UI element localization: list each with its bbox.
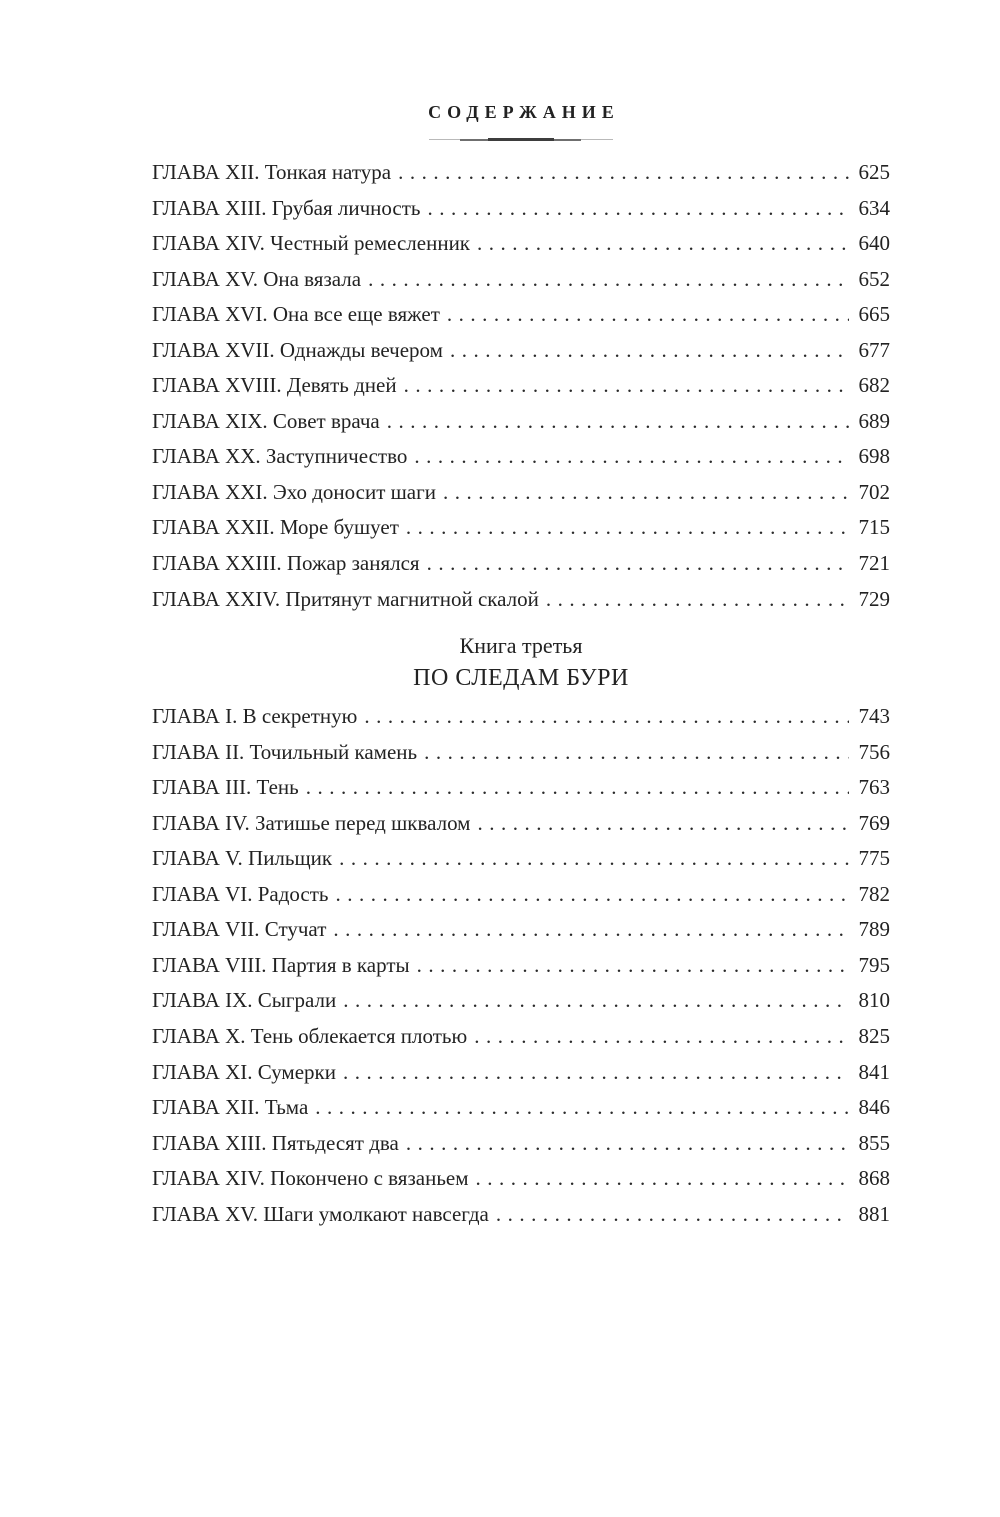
dot-leader: [364, 699, 849, 735]
toc-entry-page: 881: [858, 1201, 890, 1226]
toc-entry-label: ГЛАВА XIV. Честный ремесленник: [152, 231, 471, 256]
toc-entry: [152, 699, 890, 735]
dot-leader: [428, 191, 849, 227]
dot-leader: [315, 1090, 849, 1126]
toc-entry-page: 789: [858, 917, 890, 942]
page-content: [152, 0, 890, 1232]
dot-leader: [443, 475, 849, 511]
toc-entry: [152, 770, 890, 806]
toc-entry-label: ГЛАВА XVII. Однажды вечером: [152, 337, 443, 362]
toc-entry: [152, 475, 890, 511]
toc-entry-page: 743: [858, 704, 890, 729]
toc-entry-page: 677: [858, 337, 890, 362]
toc-entry: [152, 1197, 890, 1233]
toc-entry: [152, 297, 890, 333]
dot-leader: [306, 770, 849, 806]
toc-entry: [152, 226, 890, 262]
toc-entry-label: ГЛАВА VI. Радость: [152, 881, 329, 906]
dot-leader: [398, 155, 849, 191]
toc-entry-list-book-two: [152, 155, 890, 617]
toc-entry: [152, 1126, 890, 1162]
toc-section-book-three: [152, 631, 890, 1232]
toc-entry-label: ГЛАВА I. В секретную: [152, 704, 358, 729]
title-divider: [429, 138, 613, 141]
toc-entry-label: ГЛАВА IV. Затишье перед шквалом: [152, 810, 471, 835]
toc-entry: [152, 912, 890, 948]
toc-entry: [152, 1019, 890, 1055]
toc-entry-page: 682: [858, 373, 890, 398]
toc-entry-label: ГЛАВА II. Точильный камень: [152, 739, 418, 764]
toc-header: [152, 0, 890, 141]
toc-entry: [152, 439, 890, 475]
toc-entry: [152, 735, 890, 771]
toc-entry-label: ГЛАВА III. Тень: [152, 775, 299, 800]
toc-entry: [152, 262, 890, 298]
dot-leader: [343, 1055, 849, 1091]
toc-entry-label: ГЛАВА XV. Она вязала: [152, 266, 362, 291]
toc-entry-label: ГЛАВА XII. Тьма: [152, 1095, 309, 1120]
dot-leader: [336, 877, 849, 913]
toc-entry-page: 625: [858, 160, 890, 184]
toc-entry-page: 763: [858, 775, 890, 800]
dot-leader: [368, 262, 849, 298]
toc-entry-page: 640: [858, 231, 890, 256]
toc-entry: [152, 983, 890, 1019]
toc-entry-page: 702: [858, 479, 890, 504]
dot-leader: [333, 912, 849, 948]
dot-leader: [477, 806, 849, 842]
toc-entry: [152, 546, 890, 582]
dot-leader: [406, 1126, 849, 1162]
toc-entry-label: ГЛАВА XIX. Совет врача: [152, 408, 380, 433]
dot-leader: [474, 1019, 849, 1055]
toc-entry-page: 775: [858, 846, 890, 871]
dot-leader: [477, 226, 849, 262]
toc-entry-label: ГЛАВА XVIII. Девять дней: [152, 373, 397, 398]
page-title: СОДЕРЖАНИЕ: [428, 102, 620, 122]
dot-leader: [424, 735, 849, 771]
toc-entry-page: 825: [858, 1024, 890, 1049]
toc-entry: [152, 333, 890, 369]
dot-leader: [414, 439, 849, 475]
toc-entry-label: ГЛАВА XX. Заступничество: [152, 444, 408, 469]
toc-entry-page: 810: [858, 988, 890, 1013]
book-three-kicker: Книга третья: [459, 633, 583, 659]
toc-entry: [152, 1161, 890, 1197]
table-of-contents: [152, 155, 890, 1232]
toc-entry-label: ГЛАВА XXIII. Пожар занялся: [152, 551, 420, 576]
toc-entry: [152, 1055, 890, 1091]
dot-leader: [406, 510, 849, 546]
toc-entry-page: 841: [858, 1059, 890, 1084]
toc-entry-label: ГЛАВА X. Тень облекается плотью: [152, 1024, 468, 1049]
dot-leader: [496, 1197, 849, 1233]
toc-entry-page: 795: [858, 952, 890, 977]
toc-entry: [152, 155, 890, 191]
toc-entry: [152, 510, 890, 546]
toc-entry: [152, 404, 890, 440]
dot-leader: [476, 1161, 849, 1197]
dot-leader: [450, 333, 849, 369]
toc-entry-label: ГЛАВА XI. Сумерки: [152, 1059, 336, 1084]
toc-entry-page: 782: [858, 881, 890, 906]
toc-entry-label: ГЛАВА V. Пильщик: [152, 846, 333, 871]
toc-entry: [152, 191, 890, 227]
toc-entry-page: 756: [858, 739, 890, 764]
toc-entry-page: 634: [858, 195, 890, 220]
toc-section-book-two: [152, 155, 890, 617]
dot-leader: [417, 948, 849, 984]
book-three-title: ПО СЛЕДАМ БУРИ: [413, 665, 629, 692]
toc-entry: [152, 841, 890, 877]
toc-entry-label: ГЛАВА XXIV. Притянут магнитной скалой: [152, 586, 539, 611]
dot-leader: [343, 983, 849, 1019]
dot-leader: [404, 368, 849, 404]
toc-entry-label: ГЛАВА XIII. Пятьдесят два: [152, 1130, 399, 1155]
toc-entry-page: 769: [858, 810, 890, 835]
toc-entry-list-book-three: [152, 699, 890, 1232]
toc-entry-label: ГЛАВА XII. Тонкая натура: [152, 160, 392, 184]
toc-entry-page: 665: [858, 302, 890, 327]
toc-entry-label: ГЛАВА XIV. Покончено с вязаньем: [152, 1166, 469, 1191]
dot-leader: [387, 404, 849, 440]
dot-leader: [546, 582, 849, 618]
toc-entry-label: ГЛАВА XIII. Грубая личность: [152, 195, 421, 220]
toc-entry-page: 855: [858, 1130, 890, 1155]
toc-entry-page: 868: [858, 1166, 890, 1191]
toc-entry-page: 689: [858, 408, 890, 433]
toc-entry: [152, 948, 890, 984]
toc-entry-label: ГЛАВА XXII. Море бушует: [152, 515, 399, 540]
toc-entry-page: 715: [858, 515, 890, 540]
toc-entry-label: ГЛАВА XV. Шаги умолкают навсегда: [152, 1201, 489, 1226]
toc-entry: [152, 877, 890, 913]
toc-entry-page: 729: [858, 586, 890, 611]
toc-entry-label: ГЛАВА VII. Стучат: [152, 917, 327, 942]
toc-entry: [152, 806, 890, 842]
toc-entry-page: 652: [858, 266, 890, 291]
toc-entry: [152, 582, 890, 618]
book-three-heading: [152, 631, 890, 695]
toc-entry-label: ГЛАВА VIII. Партия в карты: [152, 952, 410, 977]
toc-entry-label: ГЛАВА XVI. Она все еще вяжет: [152, 302, 440, 327]
toc-entry-page: 721: [858, 551, 890, 576]
toc-entry-label: ГЛАВА XXI. Эхо доносит шаги: [152, 479, 436, 504]
toc-entry: [152, 1090, 890, 1126]
toc-entry-page: 846: [858, 1095, 890, 1120]
toc-entry: [152, 368, 890, 404]
dot-leader: [427, 546, 849, 582]
dot-leader: [339, 841, 849, 877]
toc-entry-label: ГЛАВА IX. Сыграли: [152, 988, 337, 1013]
toc-entry-page: 698: [858, 444, 890, 469]
dot-leader: [447, 297, 849, 333]
